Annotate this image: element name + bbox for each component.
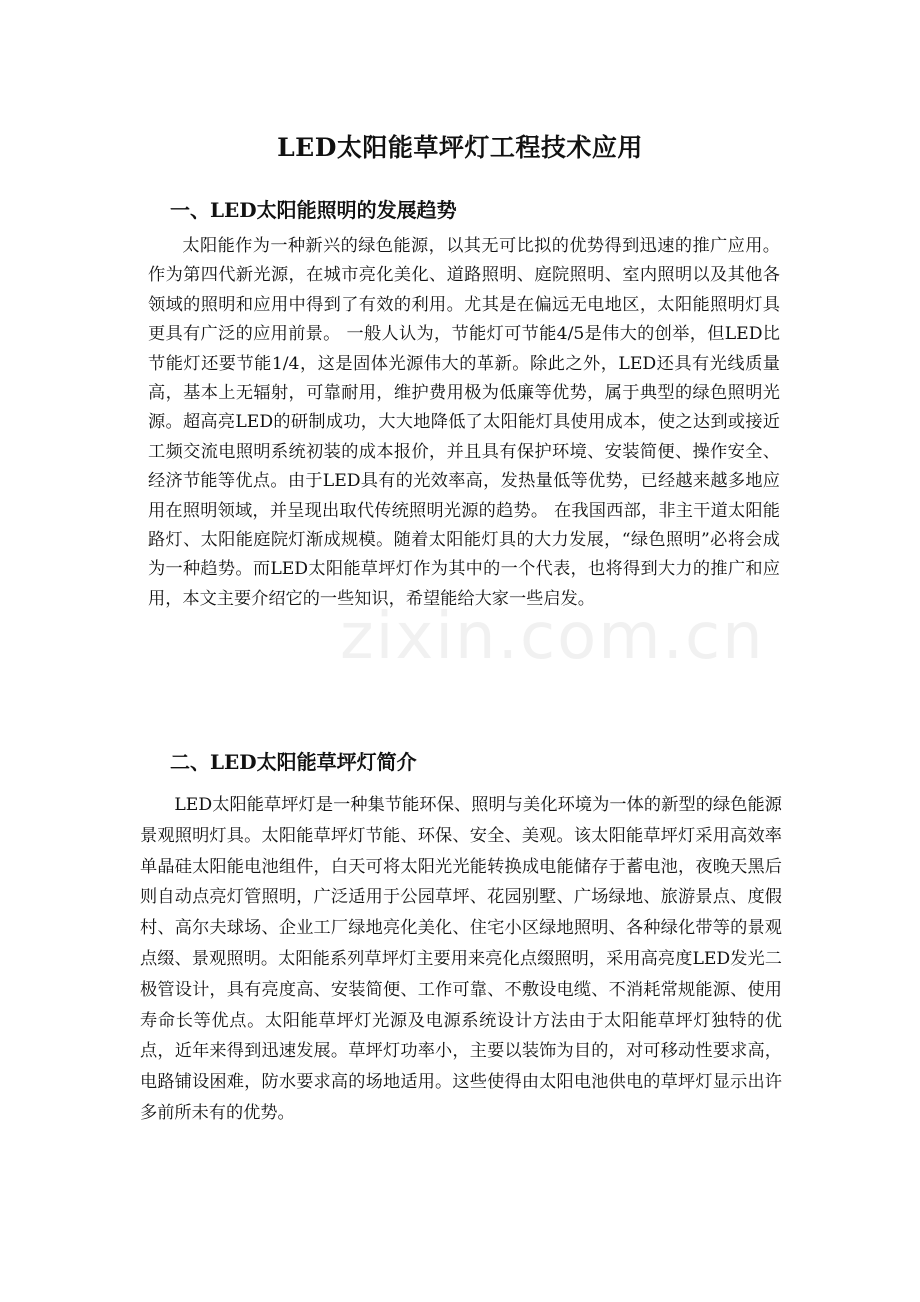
section-heading-introduction: 二、LED太阳能草坪灯简介 <box>170 750 417 774</box>
section-heading-development-trend: 一、LED太阳能照明的发展趋势 <box>170 198 457 222</box>
watermark: zixin.com.cn <box>340 600 765 674</box>
page-title: LED太阳能草坪灯工程技术应用 <box>277 133 643 162</box>
section-paragraph-introduction: LED太阳能草坪灯是一种集节能环保、照明与美化环境为一体的新型的绿色能源景观照明灯具。太阳能草坪灯节能、环保、安全、美观。该太阳能草坪灯采用高效率单晶硅太阳能电池组件，白天可将太阳光光能转换成电能储存于蓄电池，夜晚天黑后则自动点亮灯管照明，广泛适用于公园草坪、花园别墅、广场绿地、旅游景点、度假村、高尔夫球场、企业工厂绿地亮化美化、住宅小区绿地照明、各种绿化带等的景观点缀、景观照明。太阳能系列草坪灯主要用来亮化点缀照明，采用高亮度LED发光二极管设计，具有亮度高、安装简便、工作可靠、不敷设电缆、不消耗常规能源、使用寿命长等优点。太阳能草坪灯光源及电源系统设计方法由于太阳能草坪灯独特的优点，近年来得到迅速发展。草坪灯功率小，主要以装饰为目的，对可移动性要求高，电路铺设困难，防水要求高的场地适用。这些使得由太阳电池供电的草坪灯显示出许多前所未有的优势。 <box>140 795 782 1123</box>
section-paragraph-development-trend: 太阳能作为一种新兴的绿色能源，以其无可比拟的优势得到迅速的推广应用。作为第四代新光源，在城市亮化美化、道路照明、庭院照明、室内照明以及其他各领域的照明和应用中得到了有效的利用。尤其是在偏远无电地区，太阳能照明灯具更具有广泛的应用前景。 一般人认为，节能灯可节能4/5是伟大的创举，但LED比节能灯还要节能1/4，这是固体光源伟大的革新。除此之外，LED还具有光线质量高，基本上无辐射，可靠耐用，维护费用极为低廉等优势，属于典型的绿色照明光源。超高亮LED的研制成功，大大地降低了太阳能灯具使用成本，使之达到或接近工频交流电照明系统初装的成本报价，并且具有保护环境、安装简便、操作安全、经济节能等优点。由于LED具有的光效率高，发热量低等优势，已经越来越多地应用在照明领域，并呈现出取代传统照明光源的趋势。 在我国西部，非主干道太阳能路灯、太阳能庭院灯渐成规模。随着太阳能灯具的大力发展，“绿色照明”必将会成为一种趋势。而LED太阳能草坪灯作为其中的一个代表，也将得到大力的推广和应用，本文主要介绍它的一些知识，希望能给大家一些启发。 <box>148 236 780 609</box>
